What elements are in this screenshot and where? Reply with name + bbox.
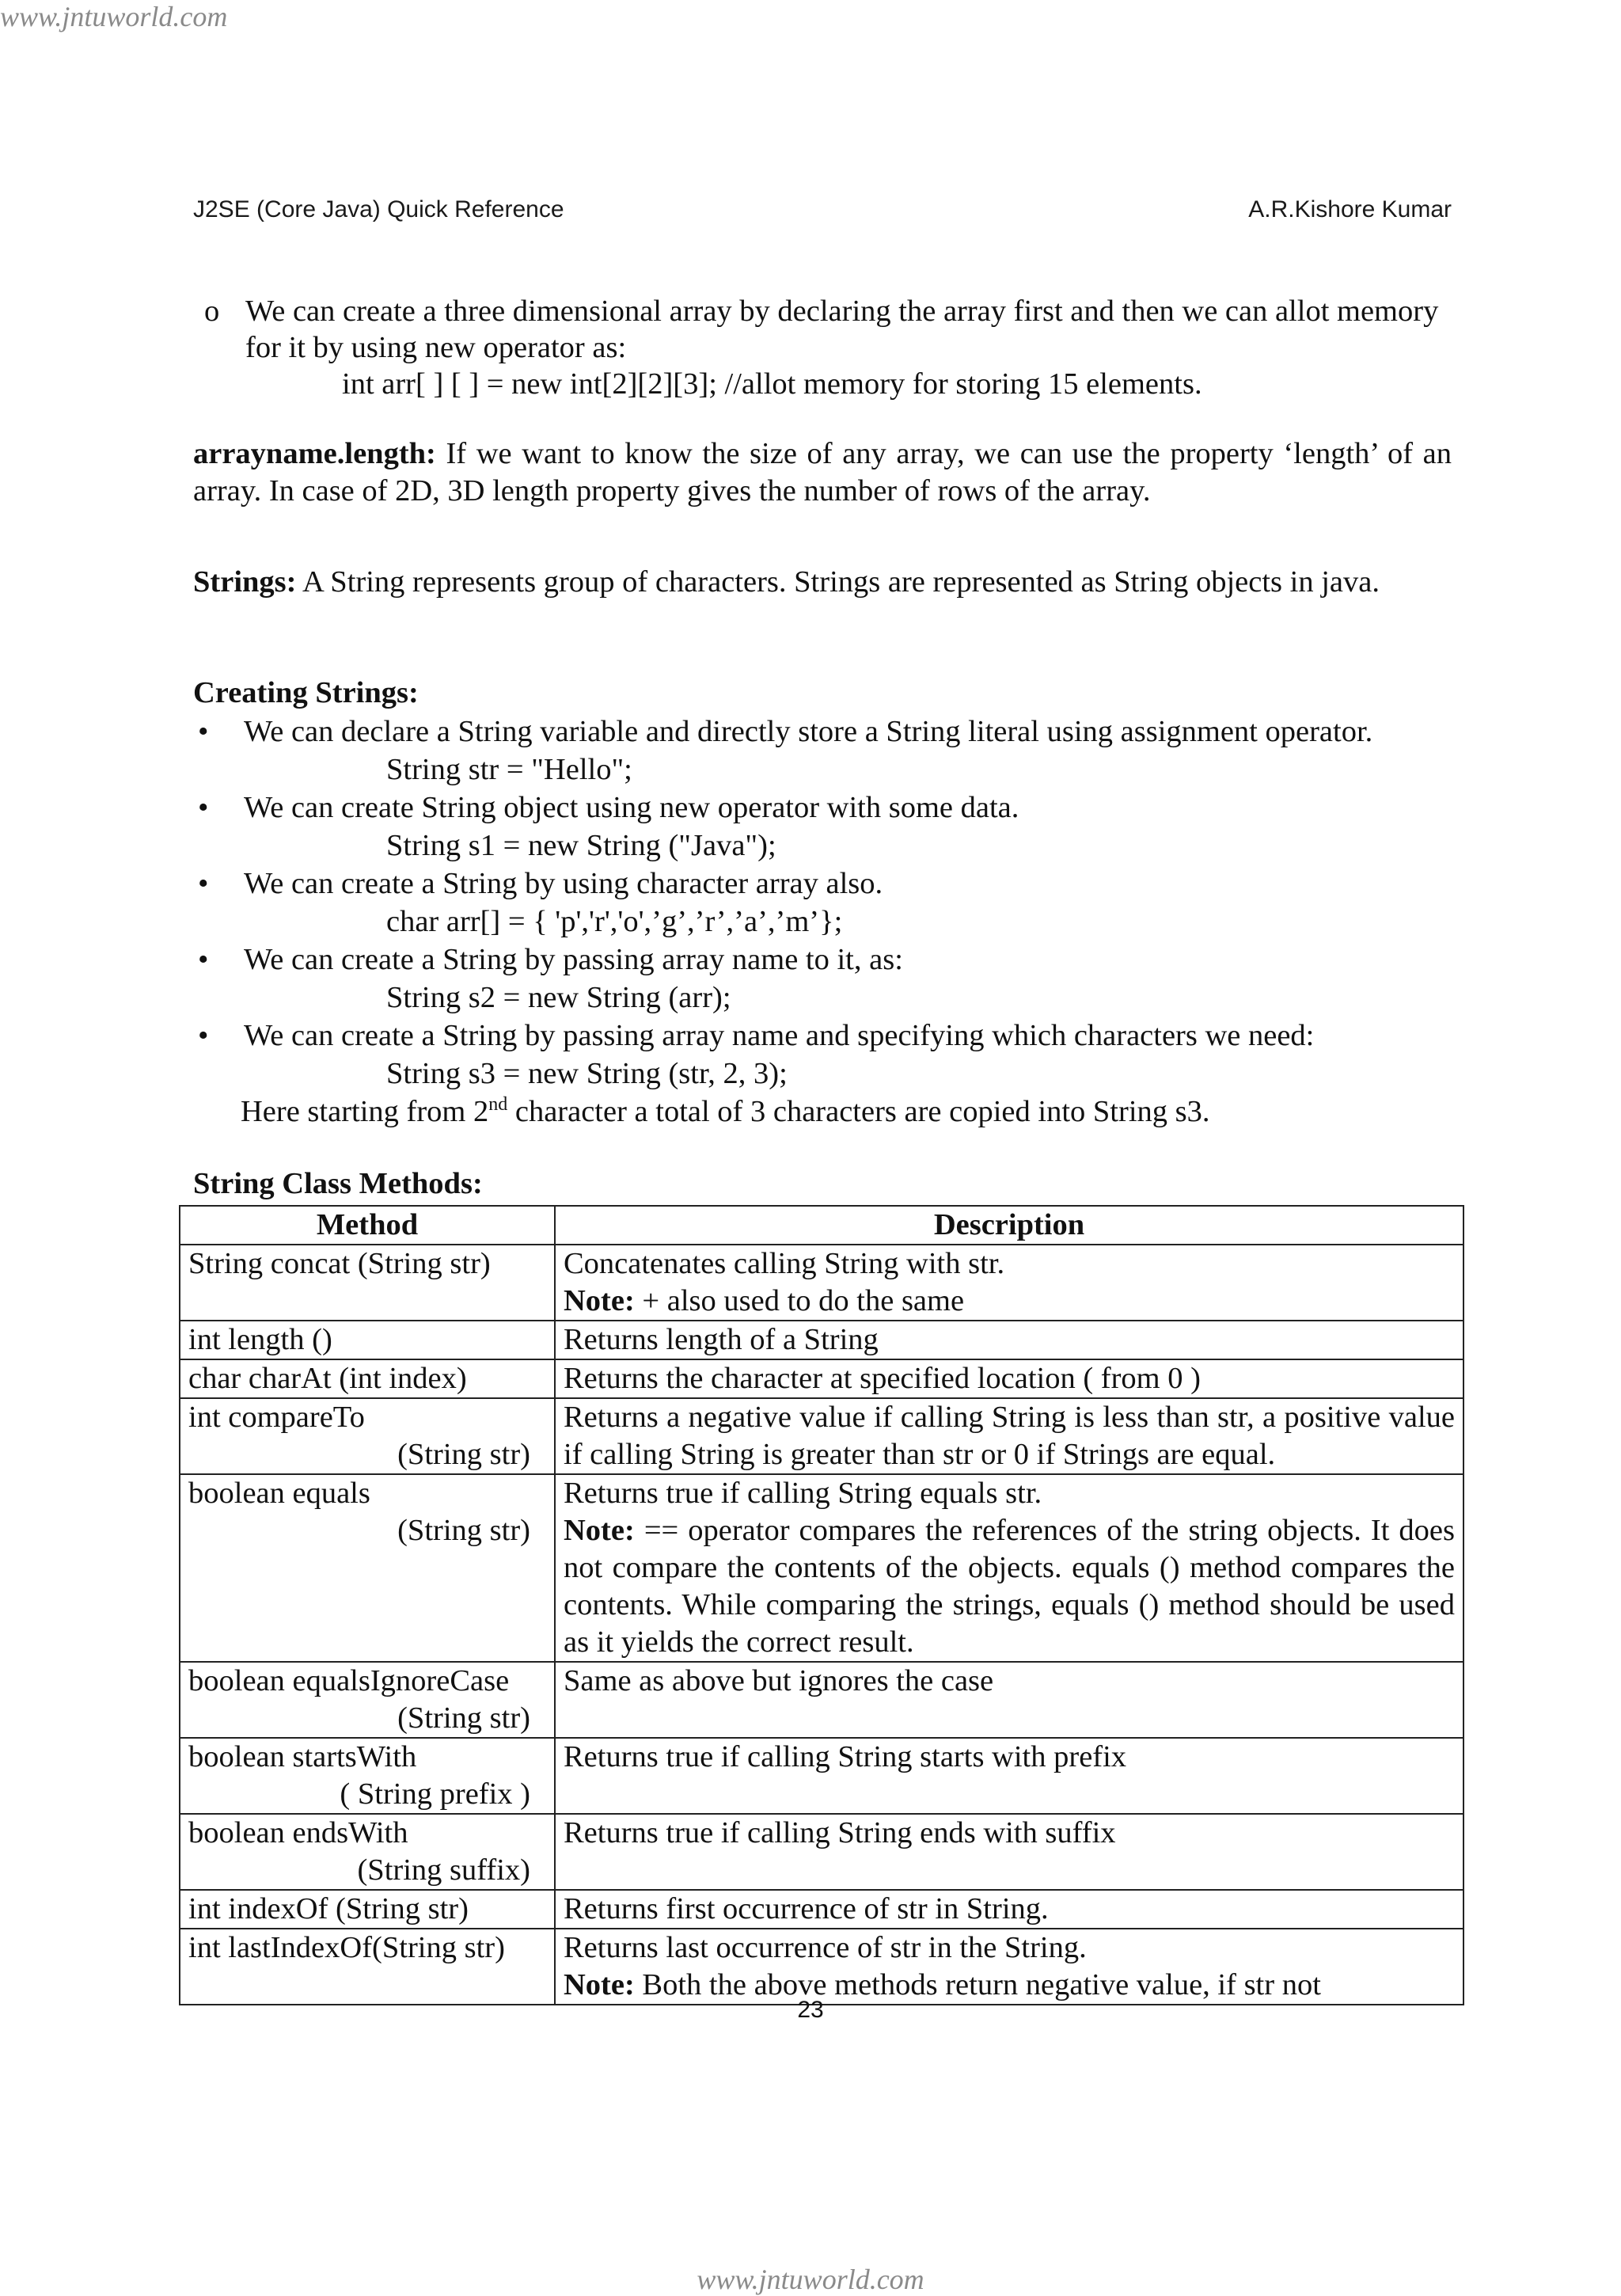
three-dim-text: We can create a three dimensional array by declaring the array first and then we can allot memory for it by using new operator as: [245, 295, 1439, 364]
table-row [180, 1398, 1463, 1474]
method-cell: boolean equalsIgnoreCase (String str) [180, 1662, 555, 1738]
table-row [180, 1814, 1463, 1890]
column-header-description: Description [555, 1206, 1463, 1245]
description-cell: Returns length of a String [555, 1321, 1463, 1359]
length-term: arrayname.length: [193, 437, 436, 470]
list-item-code: char arr[] = { 'p','r','o',’g’,’r’,’a’,’m’}; [386, 905, 843, 938]
method-cell: char charAt (int index) [180, 1359, 555, 1398]
description-cell: Returns last occurrence of str in the String. Note: Both the above methods return negative value, if str not [555, 1929, 1463, 2005]
strings-text: A String represents group of characters. Strings are represented as String objects in java. [296, 565, 1380, 599]
list-item-code: String s1 = new String ("Java"); [386, 829, 776, 862]
table-row [180, 1359, 1463, 1398]
list-item-text: • We can create a String by using character array also. [244, 867, 883, 900]
list-item-text: • We can create a String by passing array name and specifying which characters we need: [244, 1019, 1315, 1052]
method-cell: boolean endsWith (String suffix) [180, 1814, 555, 1890]
page-number: 23 [797, 1997, 824, 2023]
table-row [180, 1929, 1463, 2005]
list-item-code: String str = "Hello"; [386, 753, 632, 786]
list-item-text: • We can create String object using new operator with some data. [244, 791, 1019, 824]
creating-strings-list [193, 713, 1452, 1131]
list-item [193, 865, 1452, 941]
description-cell: Returns true if calling String starts with prefix [555, 1738, 1463, 1814]
header-title: J2SE (Core Java) Quick Reference [193, 196, 564, 222]
table-row [180, 1890, 1463, 1929]
table-row [180, 1738, 1463, 1814]
description-cell: Concatenates calling String with str. Note: + also used to do the same [555, 1245, 1463, 1321]
table-row [180, 1321, 1463, 1359]
watermark-bottom: www.jntuworld.com [697, 2264, 924, 2295]
description-cell: Returns true if calling String equals str. Note: == operator compares the references of the string objects. It does not compare the contents of the objects. equals () method compares the contents. While comparing the strings, equals () method should be used as it yields the correct result. [555, 1474, 1463, 1662]
table-row [180, 1662, 1463, 1738]
header-author: A.R.Kishore Kumar [1248, 196, 1452, 222]
list-item-code: String s3 = new String (str, 2, 3); [386, 1057, 788, 1090]
description-cell: Same as above but ignores the case [555, 1662, 1463, 1738]
strings-paragraph [193, 564, 1452, 601]
description-cell: Returns a negative value if calling String is less than str, a positive value if calling String is greater than str or 0 if Strings are equal. [555, 1398, 1463, 1474]
methods-heading: String Class Methods: [193, 1167, 483, 1200]
creating-strings-heading: Creating Strings: [193, 676, 419, 709]
method-cell: int compareTo (String str) [180, 1398, 555, 1474]
method-cell: boolean equals (String str) [180, 1474, 555, 1662]
length-paragraph [193, 435, 1452, 510]
table-header-row [180, 1206, 1463, 1245]
method-cell: int lastIndexOf(String str) [180, 1929, 555, 2005]
watermark-top: www.jntuworld.com [0, 1, 228, 32]
column-header-method: Method [180, 1206, 555, 1245]
string-methods-table [179, 1205, 1464, 2005]
method-cell: boolean startsWith ( String prefix ) [180, 1738, 555, 1814]
method-cell: int length () [180, 1321, 555, 1359]
list-item-code: String s2 = new String (arr); [386, 981, 731, 1014]
description-cell: Returns first occurrence of str in String. [555, 1890, 1463, 1929]
three-dim-code: int arr[ ] [ ] = new int[2][2][3]; //allot memory for storing 15 elements. [342, 367, 1202, 401]
method-cell: int indexOf (String str) [180, 1890, 555, 1929]
list-item [193, 789, 1452, 865]
table-row [180, 1474, 1463, 1662]
list-item [193, 713, 1452, 789]
list-item-text: • We can create a String by passing array name to it, as: [244, 943, 903, 976]
description-cell: Returns true if calling String ends with suffix [555, 1814, 1463, 1890]
copy-note: Here starting from 2nd character a total of 3 characters are copied into String s3. [241, 1094, 1210, 1128]
list-item-text: • We can declare a String variable and directly store a String literal using assignment operator. [244, 715, 1373, 748]
circle-bullet-icon: o [204, 295, 220, 328]
strings-term: Strings: [193, 565, 297, 599]
method-cell: String concat (String str) [180, 1245, 555, 1321]
list-item [193, 941, 1452, 1017]
table-row [180, 1245, 1463, 1321]
three-dim-array-item [204, 293, 1452, 402]
length-text: If we want to know the size of any array, we can use the property ‘length’ of an array. In case of 2D, 3D length property gives the number of rows of the array. [193, 437, 1452, 507]
description-cell: Returns the character at specified location ( from 0 ) [555, 1359, 1463, 1398]
list-item [193, 1017, 1452, 1093]
